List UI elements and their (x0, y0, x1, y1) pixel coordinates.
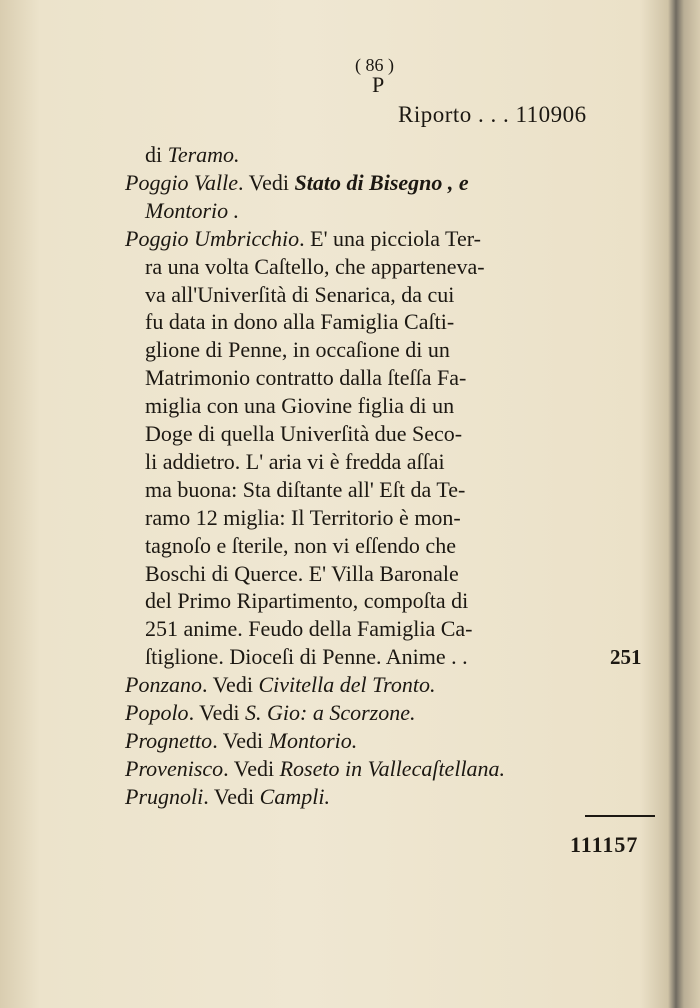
italic-text: Montorio . (145, 197, 240, 223)
text: li addietro. L' aria vi è fredda aſſai (145, 448, 445, 474)
entry-headline (125, 170, 469, 196)
text: ſtiglione. Dioceſi di Penne. Animе . . (145, 644, 468, 670)
entry-line (145, 616, 473, 642)
italic-text: Roseto in Vallecaſtellana. (279, 755, 506, 781)
entry-headline (125, 756, 505, 782)
text: fu data in dono alla Famiglia Caſti- (145, 309, 455, 335)
entry-line (145, 393, 454, 419)
text: di (145, 142, 168, 167)
entry-line (145, 449, 445, 475)
text: Boschi di Querce. E' Villa Baronale (145, 560, 459, 586)
carried-forward-total: Riporto . . . 110906 (398, 102, 587, 127)
italic-text: Prugnoli (125, 783, 204, 809)
entry-headline (125, 226, 481, 252)
entry-line (145, 198, 239, 224)
italic-text: Campli. (259, 783, 330, 809)
italic-text: Teramo. (167, 142, 240, 167)
italic-text: Poggio Valle (125, 169, 239, 195)
italic-text: Ponzano (125, 672, 202, 698)
entry-headline (125, 672, 435, 698)
italic-text: Poggio Umbricchio (125, 225, 300, 251)
entry-line (145, 365, 466, 391)
italic-text: Prognetto (125, 727, 213, 753)
text: . Vedi (212, 727, 269, 753)
text: 251 anime. Feudo della Famiglia Ca- (145, 616, 473, 642)
text: tagnoſo e ſterile, non vi eſſendo che (145, 532, 456, 558)
text: . Vedi (223, 755, 280, 781)
entry-line (145, 421, 462, 447)
italic-text: S. Gio: a Scorzone. (245, 700, 416, 725)
italic-text: Montorio. (268, 727, 358, 753)
italic-text: Civitella del Tronto. (258, 672, 436, 698)
entry-headline (125, 784, 330, 810)
entry-headline (125, 700, 415, 726)
page-number: ( 86 ) (355, 55, 394, 75)
page-total: 111157 (570, 832, 639, 857)
text: . Vedi (238, 169, 295, 195)
text: Matrimonio contratto dalla ſteſſa Fa- (145, 365, 467, 391)
text: ramo 12 miglia: Il Territorio è mon- (145, 504, 461, 530)
italic-text: Stato di Bisegno , e (294, 169, 469, 195)
entry-headline (145, 142, 240, 168)
entry-line (145, 588, 468, 614)
entry-line (145, 282, 454, 308)
text: . Vedi (202, 672, 259, 698)
text: . E' una picciola Ter- (299, 225, 481, 251)
entry-line (145, 533, 456, 559)
entry-headline (125, 728, 357, 754)
sum-rule (585, 815, 655, 817)
entry-line (145, 337, 450, 363)
text: ra una volta Caſtello, che apparteneva- (145, 253, 485, 279)
text: del Primo Ripartimento, compoſta di (145, 588, 469, 614)
entry-line (145, 309, 454, 335)
text: va all'Univerſità di Senarica, da cui (145, 281, 455, 307)
entry-line (145, 644, 468, 670)
population-count: 251 (610, 645, 642, 670)
entry-line (145, 505, 461, 531)
text: glione di Penne, in occaſione di un (145, 337, 450, 363)
text: Doge di quella Univerſità due Seco- (145, 421, 463, 446)
text: . Vedi (188, 700, 245, 725)
text: . Vedi (203, 783, 260, 809)
italic-text: Popolo (125, 700, 189, 725)
italic-text: Provenisco (125, 755, 224, 781)
section-letter: P (372, 72, 385, 97)
entry-line (145, 477, 465, 503)
entry-line (145, 561, 459, 587)
text: miglia con una Giovine figlia di un (145, 393, 455, 419)
entry-line (145, 254, 485, 280)
text: ma buona: Sta diſtante all' Eſt da Te- (145, 476, 466, 502)
